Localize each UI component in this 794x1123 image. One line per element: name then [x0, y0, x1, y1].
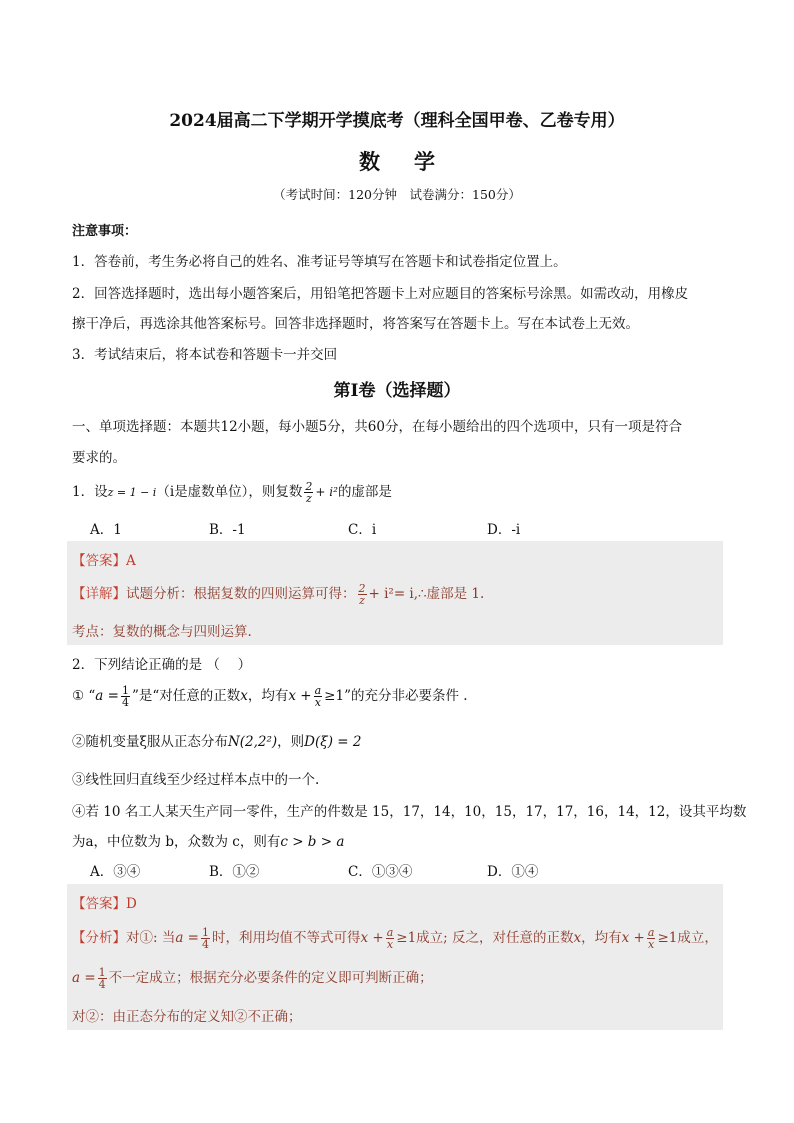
exam-title: 2024届高二下学期开学摸底考（理科全国甲卷、乙卷专用）	[169, 111, 625, 131]
q1-detail-frac-den: z	[359, 594, 365, 607]
section-intro-line-2: 要求的。	[72, 450, 126, 466]
q2-analysis-expr: x +	[360, 930, 384, 946]
q2-analysis-frac2-num: a	[386, 926, 394, 939]
q2-s1-a: ① “	[72, 688, 96, 704]
q2-analysis-line2-rest: 不一定成立；根据充分必要条件的定义即可判断正确；	[108, 970, 433, 986]
q1-detail-fraction	[358, 583, 367, 606]
q1-answer: 【答案】A	[72, 553, 136, 569]
q1-detail-label: 【详解】	[72, 586, 126, 602]
section-title: 第I卷（选择题）	[333, 381, 461, 401]
question-2-stem: 2．下列结论正确的是 （ ）	[72, 657, 252, 673]
q2-analysis-x: x	[573, 930, 582, 946]
q2-analysis-fraction-3	[647, 927, 656, 950]
q2-analysis-c: ≥1成立; 反之，对任意的正数	[396, 930, 574, 946]
exam-info: （考试时间：120分钟 试卷满分：150分）	[273, 187, 521, 202]
q1-option-d: D．-i	[487, 522, 521, 538]
q1-fraction	[304, 481, 313, 504]
q1-point: 考点：复数的概念与四则运算.	[72, 624, 252, 640]
q2-analysis-fraction-2	[386, 927, 395, 950]
q1-option-c: C．i	[348, 522, 377, 538]
q2-s2-a: ②随机变量ξ服从正态分布	[72, 734, 228, 750]
q1-option-b: B．-1	[209, 522, 246, 538]
q2-s1-x: x	[240, 688, 248, 704]
q2-s2-d: D(ξ) = 2	[304, 734, 362, 750]
q1-detail	[72, 582, 484, 606]
q1-option-a: A．1	[90, 522, 122, 538]
q2-analysis-line-2	[72, 966, 433, 990]
q1-detail-frac-num: 2	[358, 582, 366, 595]
q1-stem-a: 1．设	[72, 484, 108, 500]
q2-s1-fraction-2	[314, 685, 323, 708]
q2-s1-a-eq: a =	[95, 688, 119, 704]
q2-analysis-frac3-den: x	[648, 938, 655, 951]
q2-analysis-expr-2: x +	[621, 930, 645, 946]
q2-option-a: A．③④	[90, 864, 141, 880]
notice-item-3: 3．考试结束后，将本试卷和答题卡一并交回	[72, 347, 338, 363]
q2-s1-frac2-num: a	[314, 684, 322, 697]
q2-s1-frac-num: 1	[121, 684, 129, 697]
q2-s1-frac2-den: x	[314, 696, 321, 709]
q2-analysis-d: ，均有	[581, 930, 622, 946]
q2-analysis-frac-num: 1	[202, 926, 209, 939]
q1-frac-num: 2	[305, 480, 313, 493]
q2-s1-frac-den: 4	[121, 696, 129, 709]
q2-statement-2	[72, 730, 361, 750]
q2-analysis-line2-eq: a =	[72, 970, 96, 986]
q1-z-expr: z = 1 − i	[107, 486, 157, 499]
q2-option-b: B．①②	[209, 864, 260, 880]
q2-analysis-b: 时，利用均值不等式可得	[212, 930, 361, 946]
q2-option-c: C．①③④	[348, 864, 413, 880]
q2-analysis-fraction	[201, 927, 210, 950]
q2-answer: 【答案】D	[72, 896, 137, 912]
q2-statement-4-line-2	[72, 830, 344, 850]
q2-analysis-line2-frac-num: 1	[98, 966, 106, 979]
q2-s4-line2-a: 为	[72, 834, 86, 850]
q2-statement-1	[72, 684, 468, 708]
notice-item-2: 2．回答选择题时，选出每小题答案后，用铅笔把答题卡上对应题目的答案标号涂黑。如需改动，用橡皮	[72, 286, 689, 302]
q2-analysis-frac3-num: a	[647, 926, 655, 939]
q2-s1-expr-b: ≥1”的充分非必要条件 .	[324, 688, 468, 704]
q2-s4-ineq: c > b > a	[280, 834, 345, 850]
q2-s1-b: ”是“对任意的正数	[131, 688, 241, 704]
q2-analysis-label: 【分析】	[72, 930, 126, 946]
q2-analysis-frac2-den: x	[386, 938, 394, 951]
subject-title: 数学	[359, 149, 469, 174]
notice-item-1: 1．答卷前，考生务必将自己的姓名、准考证号等填写在答题卡和试卷指定位置上。	[72, 254, 567, 270]
q2-analysis-a-eq: a =	[175, 930, 199, 946]
q1-stem-b: （i是虚数单位），则复数	[156, 484, 303, 500]
q2-statement-3: ③线性回归直线至少经过样本点中的一个.	[72, 772, 320, 788]
q2-s2-b: ，则	[277, 734, 305, 750]
q2-analysis-line2-fraction	[98, 967, 107, 990]
q1-plus-i2: + i²	[315, 485, 338, 499]
question-1-stem	[72, 480, 392, 504]
q2-s1-c: ，均有	[247, 688, 289, 704]
q1-frac-den: z	[306, 492, 312, 505]
q2-analysis-line2-frac-den: 4	[98, 978, 106, 991]
q2-s2-n: N(2,2²)	[227, 734, 278, 750]
q2-statement-4-line-1: ④若 10 名工人某天生产同一零件，生产的件数是 15，17，14，10，15，17，17，16，14，12，设其平均数	[72, 804, 747, 820]
q2-s1-expr-a: x +	[288, 688, 312, 704]
q1-detail-a: 试题分析：根据复数的四则运算可得：	[126, 586, 356, 602]
q2-option-d: D．①④	[487, 864, 539, 880]
notice-heading: 注意事项：	[72, 224, 138, 239]
q2-analysis-line-3: 对②：由正态分布的定义知②不正确；	[72, 1009, 302, 1025]
q2-s1-fraction	[121, 685, 130, 708]
q1-stem-c: 的虚部是	[337, 484, 392, 500]
q2-analysis-line-1	[72, 926, 718, 950]
q2-analysis-frac-den: 4	[202, 938, 209, 951]
section-intro-line-1: 一、单项选择题：本题共12小题，每小题5分，共60分，在每小题给出的四个选项中，只有一项是符合	[72, 419, 682, 435]
q2-analysis-e: ≥1成立，	[657, 930, 718, 946]
q1-detail-b: + i²= i,∴虚部是 1.	[368, 586, 485, 602]
q2-analysis-a: 对①: 当	[126, 930, 176, 946]
q2-s4-line2-b: a，中位数为 b，众数为 c，则有	[85, 834, 281, 850]
notice-item-2-cont: 擦干净后，再选涂其他答案标号。回答非选择题时，将答案写在答题卡上。写在本试卷上无效。	[72, 316, 639, 332]
